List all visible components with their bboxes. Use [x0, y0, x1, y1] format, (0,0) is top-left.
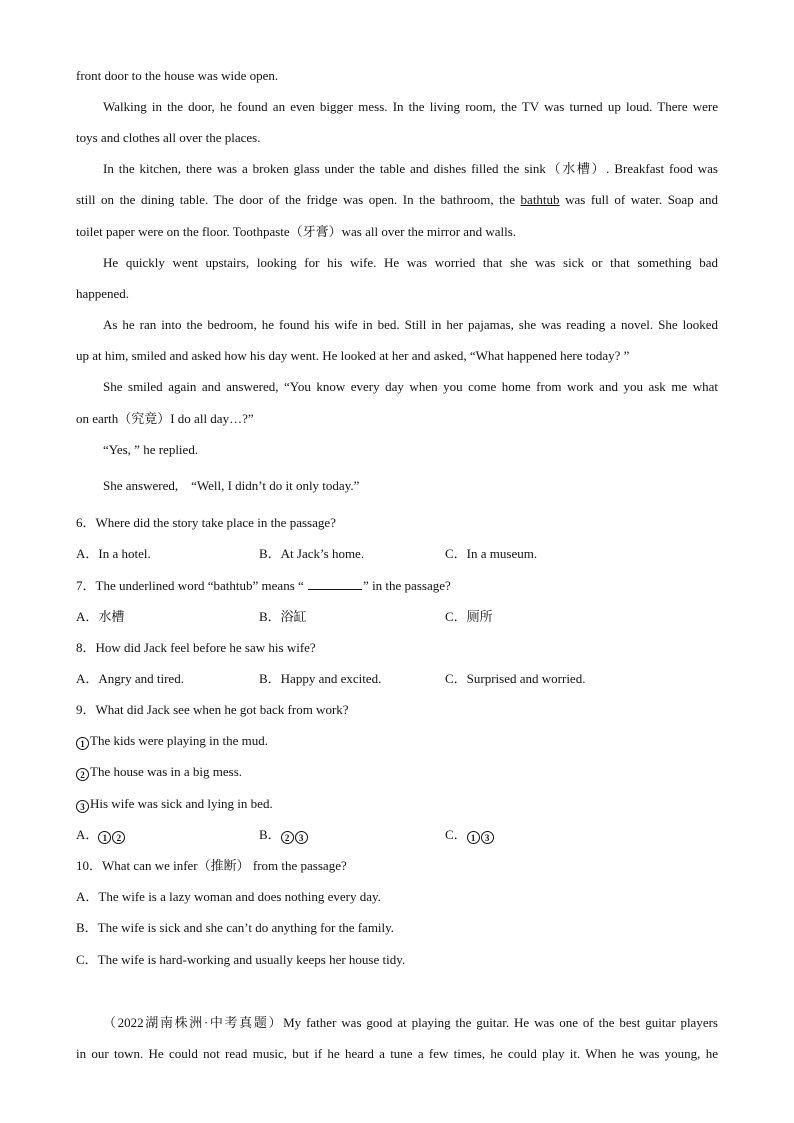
- circled-number-2: 2: [76, 768, 89, 781]
- circled-number-2: 2: [281, 831, 294, 844]
- question-8-stem: 8．How did Jack feel before he saw his wife?: [76, 640, 316, 655]
- q10-option-c: C．The wife is hard-working and usually keeps her house tidy.: [76, 952, 406, 967]
- passage-line: He quickly went upstairs, looking for his wife. He was worried that she was sick or that something bad: [103, 255, 718, 270]
- passage-text: still on the dining table. The door of the fridge was open. In the bathroom, the: [76, 192, 521, 207]
- question-6-stem: 6．Where did the story take place in the passage?: [76, 515, 336, 530]
- answer-blank: [308, 577, 362, 590]
- q6-option-b: B．At Jack’s home.: [259, 546, 365, 561]
- passage-line: toys and clothes all over the places.: [76, 130, 261, 145]
- passage-line: on earth（究竟）I do all day…?”: [76, 411, 254, 426]
- question-10-stem: 10．What can we infer（推断） from the passage?: [76, 858, 347, 873]
- q9-statement-1: 1 The kids were playing in the mud.: [76, 733, 268, 749]
- q7-stem-text: ” in the passage?: [363, 578, 451, 593]
- passage-line: She answered, “Well, I didn’t do it only today.”: [103, 478, 360, 493]
- q7-option-b: B．浴缸: [259, 609, 307, 624]
- circled-number-3: 3: [481, 831, 494, 844]
- q9-statement-3: 3 His wife was sick and lying in bed.: [76, 796, 273, 812]
- q9-option-c: C． 1 3: [445, 827, 495, 843]
- q8-option-c: C．Surprised and worried.: [445, 671, 586, 686]
- next-passage-line: （2022湖南株洲·中考真题）My father was good at playing the guitar. He was one of the best guitar players: [103, 1015, 718, 1030]
- q6-option-c: C．In a museum.: [445, 546, 538, 561]
- next-passage-line: in our town. He could not read music, but if he heard a tune a few times, he could play it. When he was young, he: [76, 1046, 718, 1061]
- q9-option-b: B． 2 3: [259, 827, 309, 843]
- q7-stem-text: 7．The underlined word “bathtub” means “: [76, 578, 308, 593]
- circled-number-1: 1: [467, 831, 480, 844]
- q9-option-a: A． 1 2: [76, 827, 126, 843]
- passage-line: front door to the house was wide open.: [76, 68, 279, 83]
- passage-line: toilet paper were on the floor. Toothpaste（牙膏）was all over the mirror and walls.: [76, 224, 517, 239]
- passage-line: She smiled again and answered, “You know every day when you come home from work and you ask me what: [103, 379, 718, 394]
- circled-number-3: 3: [76, 800, 89, 813]
- q7-option-a: A．水槽: [76, 609, 125, 624]
- passage-line: In the kitchen, there was a broken glass under the table and dishes filled the sink（水槽）. Breakfast food was: [103, 161, 718, 176]
- q10-option-b: B．The wife is sick and she can’t do anything for the family.: [76, 920, 395, 935]
- circled-number-3: 3: [295, 831, 308, 844]
- circled-number-2: 2: [112, 831, 125, 844]
- q10-option-a: A．The wife is a lazy woman and does nothing every day.: [76, 889, 381, 904]
- question-9-stem: 9．What did Jack see when he got back from work?: [76, 702, 349, 717]
- passage-text: was full of water. Soap and: [559, 192, 718, 207]
- underlined-word-bathtub: bathtub: [520, 192, 560, 207]
- circled-number-1: 1: [76, 737, 89, 750]
- q9-statement-2: 2 The house was in a big mess.: [76, 764, 242, 780]
- passage-line: happened.: [76, 286, 130, 301]
- passage-line: “Yes, ” he replied.: [103, 442, 199, 457]
- circled-number-1: 1: [98, 831, 111, 844]
- passage-line: As he ran into the bedroom, he found his wife in bed. Still in her pajamas, she was reading a novel. She looked: [103, 317, 718, 332]
- q8-option-b: B．Happy and excited.: [259, 671, 382, 686]
- q7-option-c: C．厕所: [445, 609, 493, 624]
- question-7-stem: [76, 577, 451, 593]
- q6-option-a: A．In a hotel.: [76, 546, 151, 561]
- passage-line: [76, 192, 718, 208]
- passage-line: up at him, smiled and asked how his day went. He looked at her and asked, “What happened here today? ”: [76, 348, 630, 363]
- q8-option-a: A．Angry and tired.: [76, 671, 184, 686]
- passage-line: Walking in the door, he found an even bigger mess. In the living room, the TV was turned up loud. There were: [103, 99, 718, 114]
